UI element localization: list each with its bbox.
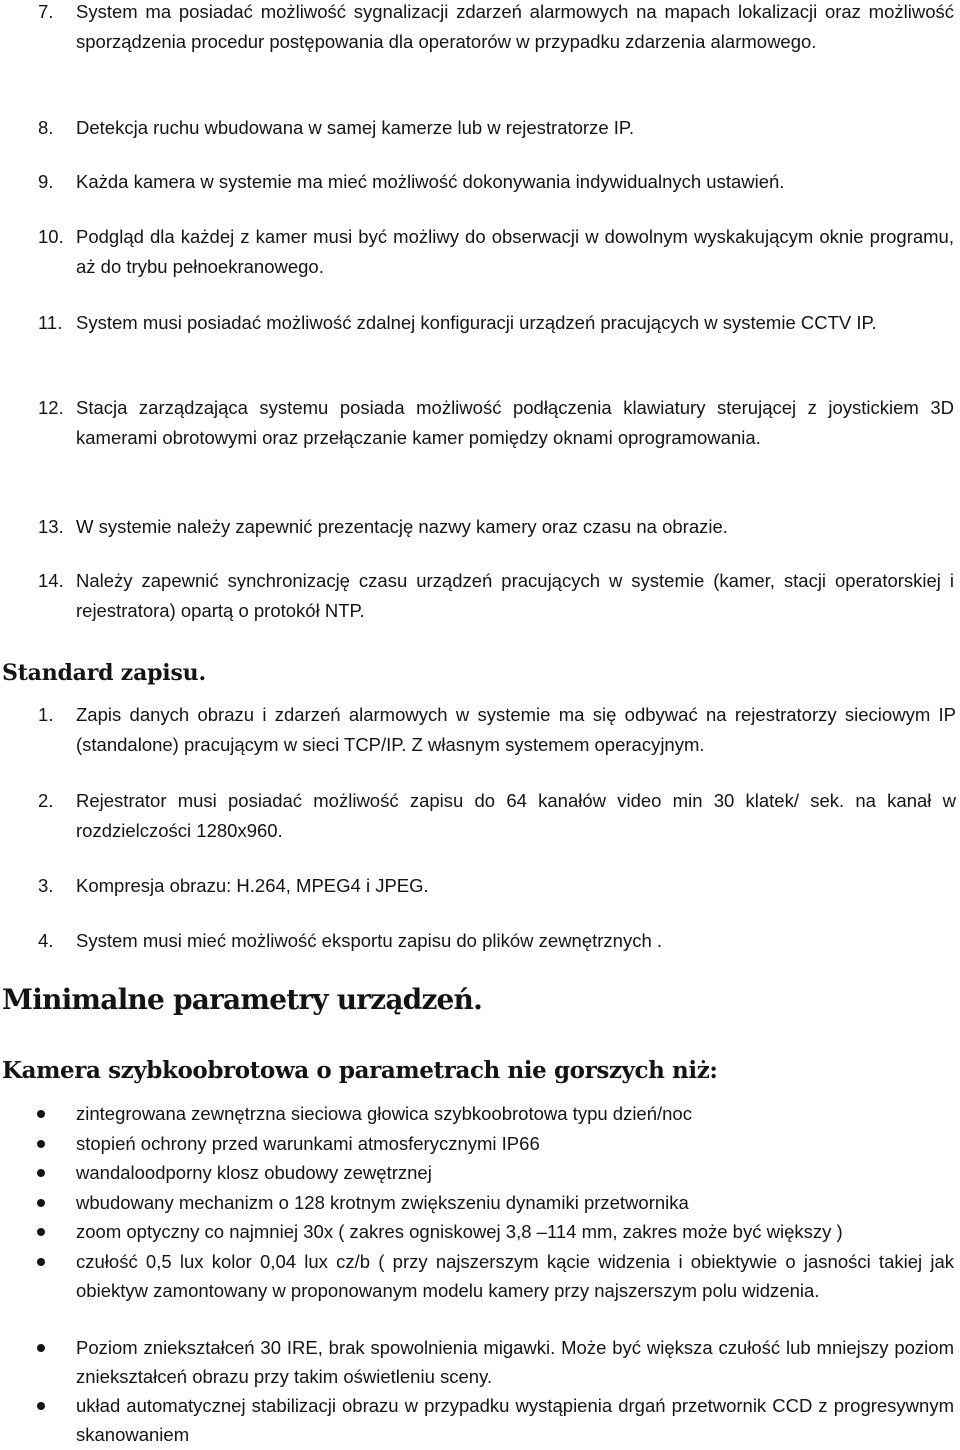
bullet-text: czułość 0,5 lux kolor 0,04 lux cz/b ( przy najszerszym kącie widzenia i obiektywie o jasności takiej jak obiektyw zamontowany w proponowanym modelu kamery przy najszerszym polu widzenia.	[76, 1251, 954, 1301]
list-number: 3.	[38, 875, 54, 896]
list-text: Stacja zarządzająca systemu posiada możliwość podłączenia klawiatury sterującej z joystickiem 3D kamerami obrotowymi oraz przełączanie kamer pomiędzy oknami oprogramowania.	[76, 397, 954, 448]
list-number: 8.	[38, 117, 54, 138]
list-number: 4.	[38, 930, 54, 951]
bullet-icon	[37, 1344, 45, 1352]
bullet-text: wbudowany mechanizm o 128 krotnym zwiększeniu dynamiki przetwornika	[76, 1192, 689, 1213]
subsection-heading-camera: Kamera szybkoobrotowa o parametrach nie gorszych niż:	[2, 1057, 718, 1084]
bullet-text: zintegrowana zewnętrzna sieciowa głowica szybkoobrotowa typu dzień/noc	[76, 1103, 692, 1124]
list-number: 12.	[38, 397, 64, 418]
section-heading-standard: Standard zapisu.	[2, 660, 206, 686]
list-text: Należy zapewnić synchronizację czasu urządzeń pracujących w systemie (kamer, stacji operatorskiej i rejestratora) opartą o protokół NTP.	[76, 570, 954, 621]
list-text: System ma posiadać możliwość sygnalizacji zdarzeń alarmowych na mapach lokalizacji oraz możliwość sporządzenia procedur postępowania dla operatorów w przypadku zdarzenia alarmowego.	[76, 1, 954, 52]
list-text: System musi mieć możliwość eksportu zapisu do plików zewnętrznych .	[76, 930, 663, 951]
list-text: System musi posiadać możliwość zdalnej konfiguracji urządzeń pracujących w systemie CCTV IP.	[76, 312, 877, 333]
list-number: 2.	[38, 790, 54, 811]
list-number: 14.	[38, 570, 64, 591]
bullet-text: stopień ochrony przed warunkami atmosferycznymi IP66	[76, 1133, 540, 1154]
bullet-icon	[37, 1110, 45, 1118]
list-number: 7.	[38, 1, 54, 22]
list-number: 1.	[38, 704, 54, 725]
list-number: 11.	[38, 312, 63, 333]
bullet-icon	[37, 1258, 45, 1266]
bullet-icon	[37, 1169, 45, 1177]
bullet-text: wandaloodporny klosz obudowy zewętrznej	[76, 1162, 432, 1183]
list-text: Rejestrator musi posiadać możliwość zapisu do 64 kanałów video min 30 klatek/ sek. na kanał w rozdzielczości 1280x960.	[76, 790, 956, 841]
list-text: W systemie należy zapewnić prezentację nazwy kamery oraz czasu na obrazie.	[76, 516, 728, 537]
bullet-text: zoom optyczny co najmniej 30x ( zakres ogniskowej 3,8 –114 mm, zakres może być większy )	[76, 1221, 843, 1242]
bullet-icon	[37, 1228, 45, 1236]
bullet-icon	[37, 1199, 45, 1207]
list-number: 10.	[38, 226, 64, 247]
list-text: Zapis danych obrazu i zdarzeń alarmowych w systemie ma się odbywać na rejestratorzy sieciowym IP (standalone) pracującym w sieci TCP/IP. Z własnym systemem operacyjnym.	[76, 704, 956, 755]
list-text: Każda kamera w systemie ma mieć możliwość dokonywania indywidualnych ustawień.	[76, 171, 785, 192]
bullet-text: Poziom zniekształceń 30 IRE, brak spowolnienia migawki. Może być większa czułość lub mniejszy poziom zniekształceń obrazu przy takim oświetleniu sceny.	[76, 1337, 954, 1387]
list-text: Detekcja ruchu wbudowana w samej kamerze lub w rejestratorze IP.	[76, 117, 634, 138]
list-number: 13.	[38, 516, 64, 537]
list-text: Podgląd dla każdej z kamer musi być możliwy do obserwacji w dowolnym wyskakującym oknie programu, aż do trybu pełnoekranowego.	[76, 226, 954, 277]
bullet-icon	[37, 1402, 45, 1410]
section-heading-parameters: Minimalne parametry urządzeń.	[2, 983, 483, 1016]
list-text: Kompresja obrazu: H.264, MPEG4 i JPEG.	[76, 875, 429, 896]
list-number: 9.	[38, 171, 54, 192]
bullet-text: układ automatycznej stabilizacji obrazu w przypadku wystąpienia drgań przetwornik CCD z progresywnym skanowaniem	[76, 1395, 954, 1445]
bullet-icon	[37, 1140, 45, 1148]
